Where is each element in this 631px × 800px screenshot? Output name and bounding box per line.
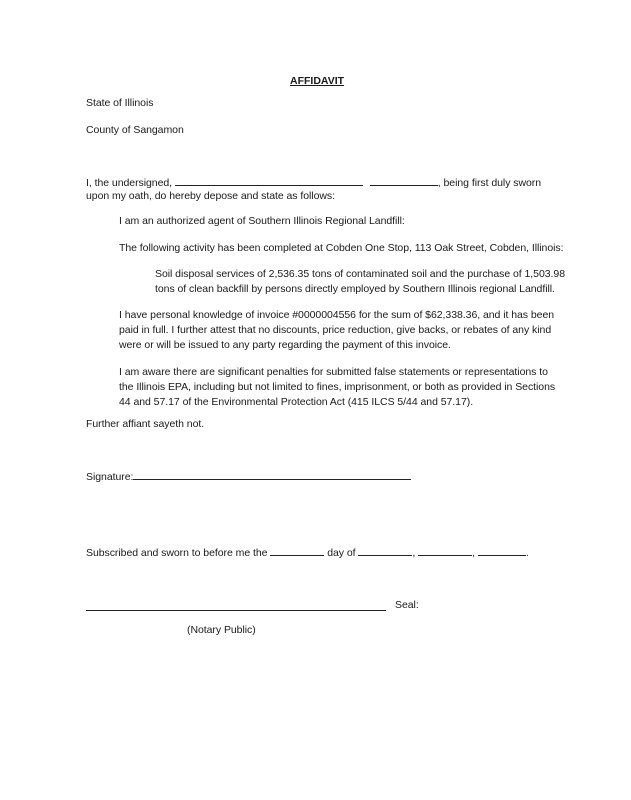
name-blank [175, 176, 363, 186]
activity-detail-2: tons of clean backfill by persons directly employed by Southern Illinois regional Landfill. [155, 283, 555, 295]
invoice-statement-3: were or will be issued to any party regarding the payment of this invoice. [119, 339, 451, 351]
state-line: State of Illinois [86, 97, 154, 109]
month-field[interactable] [358, 546, 412, 556]
signature-field[interactable] [133, 470, 411, 480]
year-field-1[interactable] [418, 546, 472, 556]
activity-detail-1: Soil disposal services of 2,536.35 tons of contaminated soil and the purchase of 1,503.98 [155, 268, 565, 280]
year-field-2[interactable] [478, 546, 526, 556]
seal-label: Seal: [395, 599, 419, 611]
intro-line-1 [86, 176, 541, 190]
intro-line-2: upon my oath, do hereby depose and state as follows: [86, 190, 335, 202]
invoice-statement-1: I have personal knowledge of invoice #0000004556 for the sum of $62,338.36, and it has been [119, 309, 555, 321]
penalty-statement-3: 44 and 57.17 of the Environmental Protection Act (415 ILCS 5/44 and 57.17). [119, 396, 474, 408]
agent-statement: I am an authorized agent of Southern Illinois Regional Landfill: [119, 215, 405, 227]
intro-prefix: I, the undersigned, [86, 177, 173, 189]
signature-label: Signature: [86, 471, 134, 483]
further-affiant: Further affiant sayeth not. [86, 418, 205, 430]
subscribed-day-of: day of [327, 547, 356, 559]
subscribed-prefix: Subscribed and sworn to before me the [86, 547, 268, 559]
county-line: County of Sangamon [86, 124, 184, 136]
intro-suffix: , being first duly sworn [437, 177, 542, 189]
day-field[interactable] [270, 546, 324, 556]
title-blank [370, 176, 438, 186]
notary-label: (Notary Public) [187, 624, 256, 636]
document-title: AFFIDAVIT [290, 75, 345, 87]
notary-signature-field[interactable] [86, 610, 386, 611]
penalty-statement-1: I am aware there are significant penalties for submitted false statements or representations to [119, 366, 548, 378]
activity-statement: The following activity has been completed at Cobden One Stop, 113 Oak Street, Cobden, Illinois: [119, 242, 564, 254]
invoice-statement-2: paid in full. I further attest that no discounts, price reduction, give backs, or rebates of any kind [119, 324, 552, 336]
signature-line [86, 470, 411, 484]
penalty-statement-2: the Illinois EPA, including but not limited to fines, imprisonment, or both as provided in Sections [119, 381, 556, 393]
subscribed-line: Subscribed and sworn to before me the day of , , . [86, 547, 529, 559]
